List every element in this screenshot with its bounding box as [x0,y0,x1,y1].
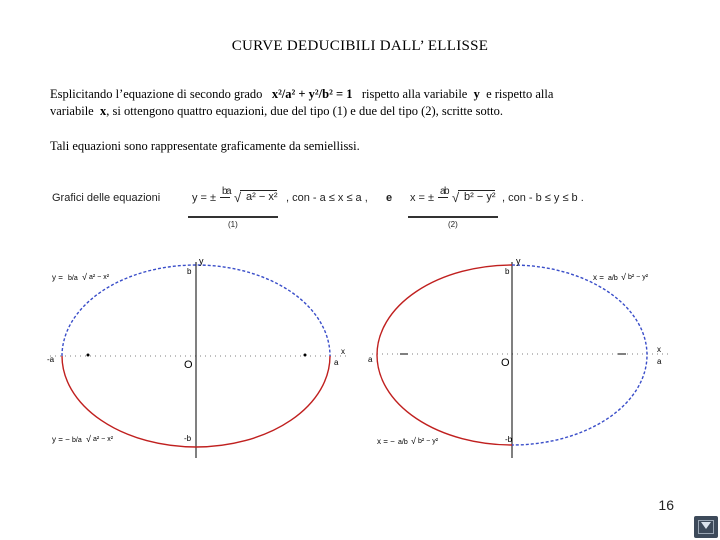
eq2-condition: , con - b ≤ y ≤ b . [502,192,584,204]
eq2-sqrt-icon: √ [452,190,460,205]
graph2-right-frac: a/b [608,275,618,282]
graph1-origin-label: O [184,359,193,371]
connector: e [386,192,393,204]
page-title: CURVE DEDUCIBILI DALL’ ELLISSE [231,38,489,54]
equations-label: Grafici delle equazioni [52,192,161,204]
eq1-denominator: a [226,186,232,197]
graph2-b-top-label: b [505,267,510,276]
intro-text-5: , si ottengono quattro equazioni, due del tipo (1) e due del tipo (2), scritte sotto. [106,104,504,118]
graph2-right-root: b² − y² [628,274,649,281]
graph2-left-lhs: x = − [377,437,395,446]
graph-1 [47,256,350,458]
eq2-denominator: b [444,186,450,197]
graph2-origin-label: O [501,357,510,369]
graph-2 [368,256,668,458]
graph1-b-top-label: b [187,267,192,276]
graph1-x-label: x [341,347,345,356]
eq1-condition: , con - a ≤ x ≤ a , [286,192,368,204]
eq2-numerator: a [440,186,446,197]
graph2-x-label: x [657,345,661,354]
eq2-lhs: x = ± [410,192,435,204]
graph1-upper-frac: b/a [68,275,78,282]
graph1-upper-lhs: y = [52,273,63,282]
down-arrow-icon [701,522,711,529]
eq2-tag: (2) [448,220,458,229]
intro-text-2: rispetto alla variabile [361,87,468,101]
graph2-left-root: b² − y² [418,438,439,445]
graph2-a-right-label: a [657,357,662,366]
ellipse-equation: x²/a² + y²/b² = 1 [271,87,353,101]
intro-text-4: variabile [50,104,94,118]
graph1-b-bottom-label: -b [184,434,192,443]
graph2-left-frac: a/b [398,439,408,446]
graph1-lower-frac: b/a [72,437,82,444]
eq1-numerator: b [222,186,228,197]
graph2-y-label: y [516,256,521,266]
eq1-radicand: a² − x² [240,190,277,203]
graph1-lower-sqrt-icon: √ [86,434,91,444]
graph1-y-label: y [199,256,204,266]
nav-down-button[interactable] [694,516,718,538]
intro-text-1: Esplicitando l’equazione di secondo grado [50,87,263,101]
graph2-right-semiellipse [512,265,647,445]
eq1-tag: (1) [228,220,238,229]
graph2-right-lhs: x = [593,273,604,282]
graph2-b-bottom-label: -b [505,435,513,444]
variable-y: y [473,87,480,101]
graph1-upper-sqrt-icon: √ [82,272,87,282]
eq1-lhs: y = ± [192,192,217,204]
graph1-a-left-label: -a [47,355,55,364]
note-paragraph: Tali equazioni sono rappresentate graficamente da semiellissi. [50,139,360,153]
variable-x: x [99,104,107,118]
graph2-left-sqrt-icon: √ [411,436,416,446]
graph1-a-right-label: a [334,358,339,367]
graph2-right-sqrt-icon: √ [621,272,626,282]
graph2-left-semiellipse [377,265,512,445]
graph1-focus-right [304,354,307,357]
intro-text-3: e rispetto alla [486,87,554,101]
graph1-focus-left [87,354,90,357]
eq2-radicand: b² − y² [458,190,495,203]
graph1-lower-root: a² − x² [93,436,114,443]
graph2-a-left-label: a [368,355,373,364]
graph1-lower-lhs: y = − [52,435,70,444]
graph1-upper-root: a² − x² [89,274,110,281]
eq1-sqrt-icon: √ [234,190,242,205]
page-number: 16 [658,497,674,513]
